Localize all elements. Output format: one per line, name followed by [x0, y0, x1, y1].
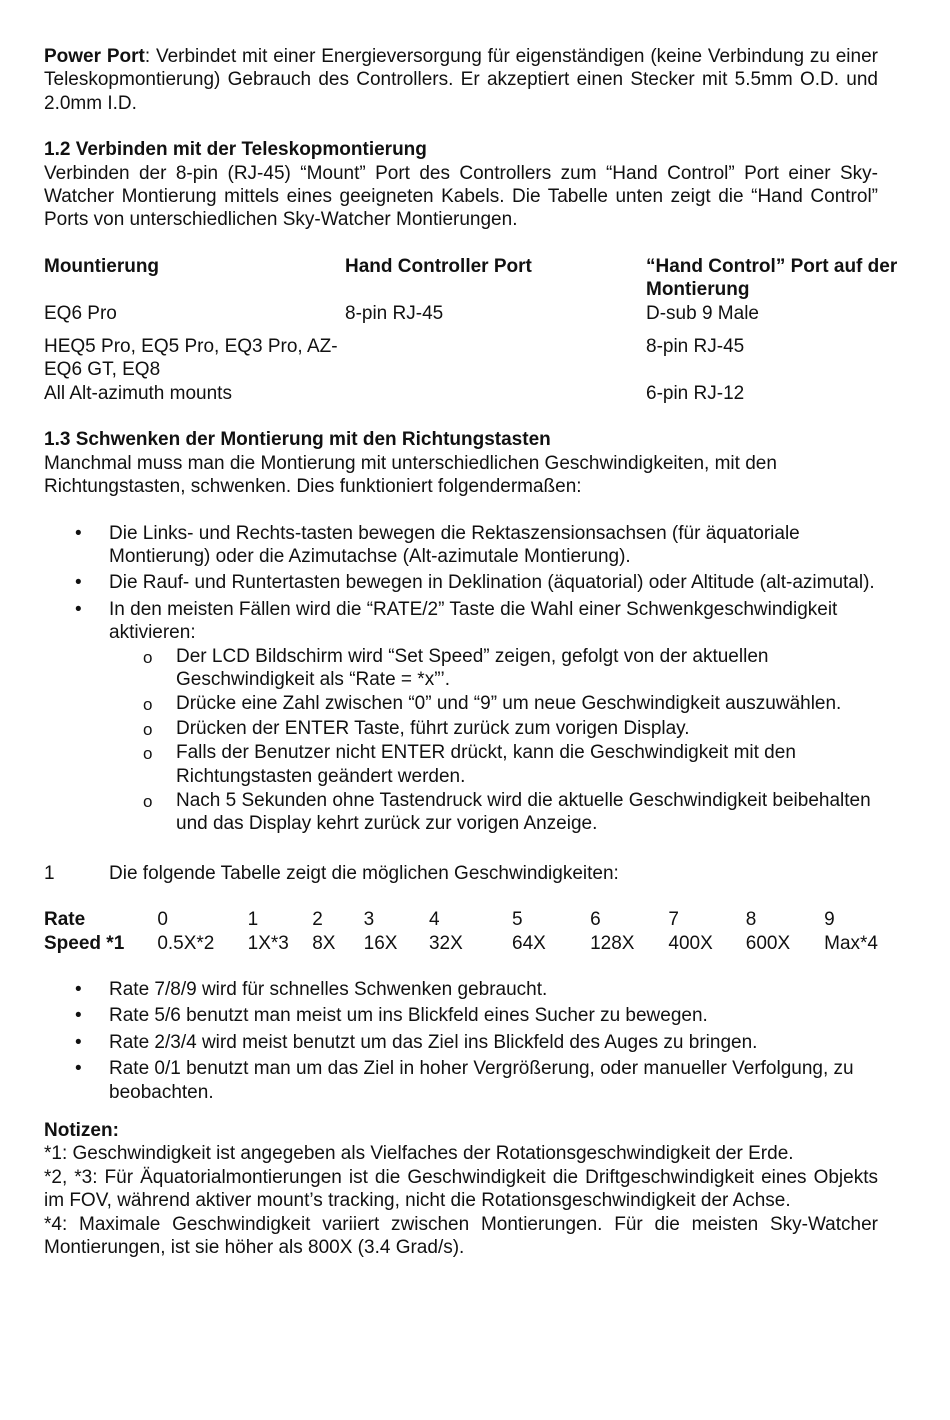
numbered-line — [44, 862, 878, 885]
circle-bullet-icon: o — [143, 695, 153, 715]
rate-usage-bullet-list — [44, 978, 878, 1104]
bullet-icon: • — [75, 1005, 82, 1027]
bullet-icon: • — [75, 979, 82, 1000]
bullet-icon: • — [75, 522, 82, 544]
sub-list-item — [44, 717, 878, 740]
speed-cell: 1X*3 — [247, 932, 289, 954]
mount-table-header: “Hand Control” Port auf der Montierung — [646, 255, 898, 301]
speed-cell: 400X — [668, 932, 713, 954]
list-item — [44, 571, 878, 594]
list-item-text: Rate 0/1 benutzt man um das Ziel in hoher Vergrößerung, oder manueller Verfolgung, zu beobachten. — [109, 1058, 854, 1103]
table-row — [44, 302, 924, 325]
table-cell — [345, 382, 646, 405]
table-cell: 6-pin RJ-12 — [646, 382, 745, 404]
rate-cell: 8 — [745, 909, 757, 931]
table-row — [44, 325, 924, 382]
speed-cell: 8X — [312, 932, 336, 954]
note-item: *1: Geschwindigkeit ist angegeben als Vielfaches der Rotationsgeschwindigkeit der Erde. — [44, 1143, 794, 1165]
table-row — [44, 382, 924, 405]
rate-cell: 9 — [824, 909, 835, 931]
note-item: *2, *3: Für Äquatorialmontierungen ist die Geschwindigkeit die Driftgeschwindigkeit eines Objekts im FOV, während aktiver mount’s tracking, nicht die Rotationsgeschwindigkeit der Achse. — [44, 1166, 878, 1212]
power-port-label: Power Port — [44, 46, 145, 67]
rate-label: Rate — [44, 909, 86, 931]
speed-cell: 128X — [590, 932, 635, 954]
bullet-icon: • — [75, 598, 82, 620]
section-1-2-heading: 1.2 Verbinden mit der Teleskopmontierung — [44, 139, 427, 161]
speed-cell: 64X — [512, 932, 546, 954]
list-item-text: Rate 2/3/4 wird meist benutzt um das Ziel ins Blickfeld des Auges zu bringen. — [109, 1031, 758, 1053]
speed-cell: 32X — [428, 932, 463, 954]
section-1-3-heading: 1.3 Schwenken der Montierung mit den Richtungstasten — [44, 429, 551, 451]
rate-cell: 5 — [512, 909, 523, 931]
list-item-text: Die Links- und Rechts-tasten bewegen die Rektaszensionsachsen (für äquatoriale Montierung) oder die Azimutachse (Alt-azimutale Montierung). — [109, 522, 800, 567]
sub-list-item-text: Nach 5 Sekunden ohne Tastendruck wird die aktuelle Geschwindigkeit beibehalten und das Display kehrt zurück zur vorigen Anzeige. — [176, 789, 871, 835]
mount-table-header-row — [44, 255, 924, 302]
list-item — [44, 1031, 878, 1054]
rate-cell: 7 — [668, 909, 679, 931]
sub-list-item — [44, 789, 878, 836]
list-item-text: Rate 7/8/9 wird für schnelles Schwenken gebraucht. — [109, 979, 548, 1000]
rate-cell: 2 — [312, 909, 323, 931]
list-item — [44, 978, 878, 1001]
table-cell: All Alt-azimuth mounts — [44, 382, 232, 404]
slewing-bullet-list — [44, 522, 878, 836]
list-item — [44, 522, 878, 569]
table-cell: 8-pin RJ-45 — [345, 302, 444, 324]
rate-speed-table — [44, 908, 878, 955]
sub-list-item — [44, 741, 878, 788]
sub-list-item-text: Der LCD Bildschirm wird “Set Speed” zeigen, gefolgt von der aktuellen Geschwindigkeit als “Rate = *x”’. — [176, 645, 769, 690]
speed-cell: 600X — [745, 932, 791, 954]
list-item — [44, 1004, 878, 1027]
line-number: 1 — [44, 862, 55, 884]
sub-list-item-text: Drücken der ENTER Taste, führt zurück zum vorigen Display. — [176, 717, 690, 739]
rate-cell: 6 — [590, 909, 601, 931]
speed-cell: 0.5X*2 — [157, 932, 215, 954]
list-item-text: In den meisten Fällen wird die “RATE/2” Taste die Wahl einer Schwenkgeschwindigkeit aktivieren: — [109, 598, 838, 644]
table-cell — [345, 325, 646, 382]
sub-list-item — [44, 645, 878, 692]
list-item-text: Die Rauf- und Runtertasten bewegen in Deklination (äquatorial) oder Altitude (alt-azimutal). — [109, 572, 875, 594]
bullet-icon: • — [75, 1058, 82, 1080]
table-cell: HEQ5 Pro, EQ5 Pro, EQ3 Pro, AZ-EQ6 GT, EQ8 — [44, 336, 338, 381]
table-cell: D-sub 9 Male — [646, 302, 759, 324]
numbered-line-text: Die folgende Tabelle zeigt die möglichen Geschwindigkeiten: — [109, 862, 619, 884]
section-1-3-text: Manchmal muss man die Montierung mit unterschiedlichen Geschwindigkeiten, mit den Richtungstasten, schwenken. Dies funktioniert folgendermaßen: — [44, 452, 777, 498]
bullet-icon: • — [75, 1031, 82, 1053]
speed-cell: Max*4 — [824, 932, 878, 954]
list-item — [44, 598, 878, 836]
circle-bullet-icon: o — [143, 719, 153, 739]
rate-row — [44, 908, 878, 931]
table-cell: EQ6 Pro — [44, 302, 117, 324]
circle-bullet-icon: o — [143, 744, 153, 764]
mount-table-header: Hand Controller Port — [345, 255, 532, 277]
document-page — [44, 45, 898, 1259]
bullet-icon: • — [75, 572, 82, 594]
list-item — [44, 1057, 878, 1104]
speed-label: Speed *1 — [44, 932, 125, 954]
sub-list-item-text: Falls der Benutzer nicht ENTER drückt, kann die Geschwindigkeit mit den Richtungstasten geändert werden. — [176, 742, 796, 787]
rate-cell: 3 — [363, 909, 375, 931]
rate-cell: 0 — [157, 909, 168, 931]
section-1-2-text: Verbinden der 8-pin (RJ-45) “Mount” Port des Controllers zum “Hand Control” Port einer Sky-Watcher Montierung mittels eines geeigneten Kabels. Die Tabelle unten zeigt die “Hand Control” Ports von unterschiedlichen Sky-Watcher Montierungen. — [44, 162, 878, 231]
mount-ports-table — [44, 255, 924, 405]
circle-bullet-icon: o — [143, 647, 153, 667]
sub-list-item-text: Drücke eine Zahl zwischen “0” und “9” um neue Geschwindigkeit auszuwählen. — [176, 693, 842, 715]
notes-heading: Notizen: — [44, 1120, 119, 1142]
mount-table-header: Mountierung — [44, 255, 160, 277]
power-port-paragraph — [44, 45, 878, 115]
sub-list-item — [44, 692, 878, 715]
rate-cell: 4 — [428, 909, 440, 931]
speed-cell: 16X — [363, 932, 398, 954]
note-item: *4: Maximale Geschwindigkeit variiert zwischen Montierungen. Für die meisten Sky-Watcher Montierungen, ist sie höher als 800X (3.4 Grad/s). — [44, 1213, 878, 1259]
power-port-text: : Verbindet mit einer Energieversorgung für eigenständigen (keine Verbindung zu einer Teleskopmontierung) Gebrauch des Controllers. Er akzeptiert einen Stecker mit 5.5mm O.D. und 2.0mm I.D. — [44, 46, 878, 114]
rate-key-sub-list — [109, 645, 878, 836]
table-cell: 8-pin RJ-45 — [646, 336, 745, 358]
speed-row — [44, 932, 878, 955]
list-item-text: Rate 5/6 benutzt man meist um ins Blickfeld eines Sucher zu bewegen. — [109, 1005, 708, 1027]
circle-bullet-icon: o — [143, 791, 153, 811]
rate-cell: 1 — [247, 909, 259, 931]
